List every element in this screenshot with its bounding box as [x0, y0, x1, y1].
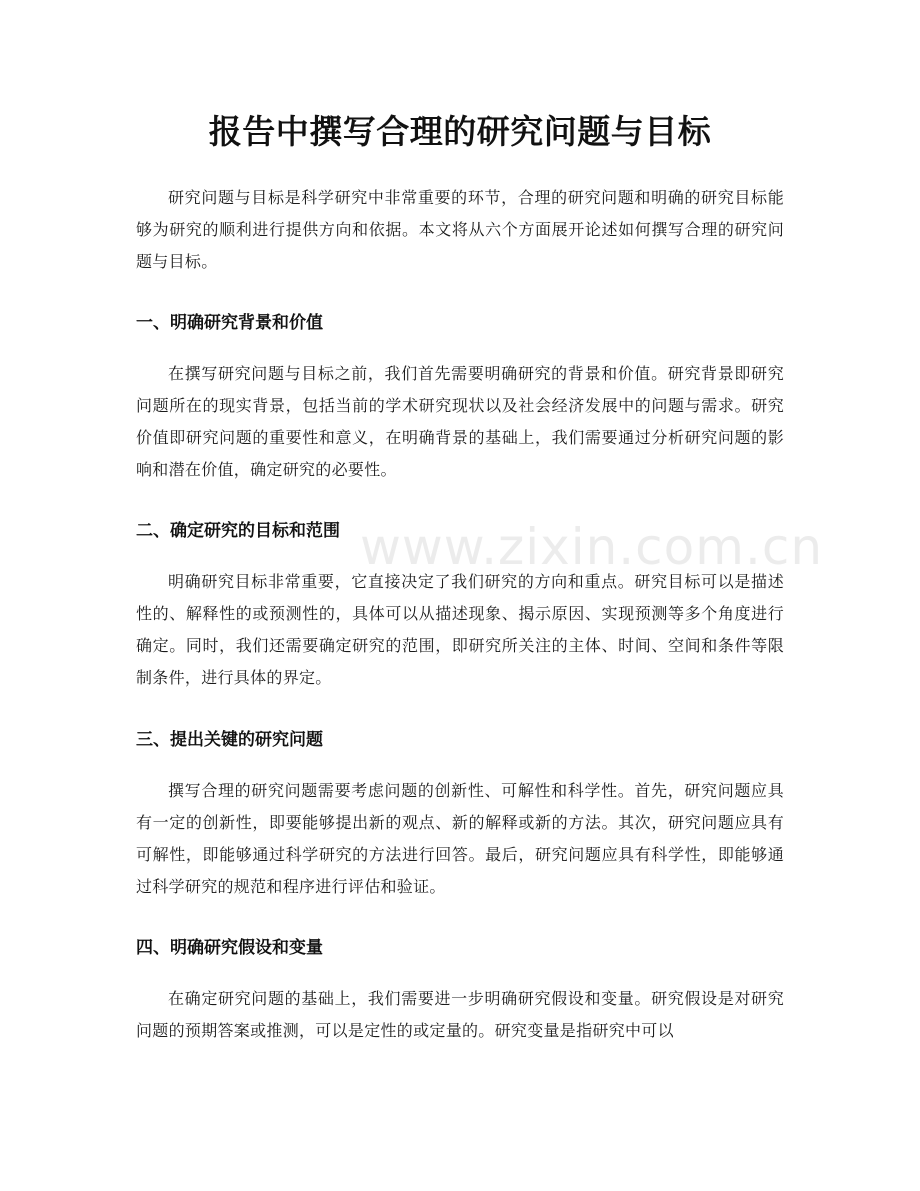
intro-paragraph: 研究问题与目标是科学研究中非常重要的环节，合理的研究问题和明确的研究目标能够为研究的顺利进行提供方向和依据。本文将从六个方面展开论述如何撰写合理的研究问题与目标。: [136, 188, 784, 271]
section-paragraph: 明确研究目标非常重要，它直接决定了我们研究的方向和重点。研究目标可以是描述性的、解释性的或预测性的，具体可以从描述现象、揭示原因、实现预测等多个角度进行确定。同时，我们还需要确定研究的范围，即研究所关注的主体、时间、空间和条件等限制条件，进行具体的界定。: [136, 572, 784, 687]
section-4: [136, 934, 784, 962]
section-paragraph: 在确定研究问题的基础上，我们需要进一步明确研究假设和变量。研究假设是对研究问题的预期答案或推测，可以是定性的或定量的。研究变量是指研究中可以: [136, 989, 784, 1040]
section-3-body: [136, 775, 784, 903]
section-1-body: [136, 358, 784, 486]
section-2-body: [136, 566, 784, 694]
section-heading: 一、明确研究背景和价值: [136, 313, 323, 333]
section-paragraph: 在撰写研究问题与目标之前，我们首先需要明确研究的背景和价值。研究背景即研究问题所在的现实背景，包括当前的学术研究现状以及社会经济发展中的问题与需求。研究价值即研究问题的重要性和意义，在明确背景的基础上，我们需要通过分析研究问题的影响和潜在价值，确定研究的必要性。: [136, 364, 784, 479]
section-heading: 三、提出关键的研究问题: [136, 730, 323, 750]
section-heading: 四、明确研究假设和变量: [136, 938, 323, 958]
section-paragraph: 撰写合理的研究问题需要考虑问题的创新性、可解性和科学性。首先，研究问题应具有一定的创新性，即要能够提出新的观点、新的解释或新的方法。其次，研究问题应具有可解性，即能够通过科学研究的方法进行回答。最后，研究问题应具有科学性，即能够通过科学研究的规范和程序进行评估和验证。: [136, 781, 784, 896]
section-heading: 二、确定研究的目标和范围: [136, 521, 340, 541]
section-4-body: [136, 983, 784, 1047]
section-2: [136, 517, 784, 545]
intro-block: [136, 182, 784, 278]
document-title: 报告中撰写合理的研究问题与目标: [208, 112, 712, 151]
section-3: [136, 726, 784, 754]
section-1: [136, 309, 784, 337]
watermark: www.zixin.com.cn: [360, 518, 824, 576]
